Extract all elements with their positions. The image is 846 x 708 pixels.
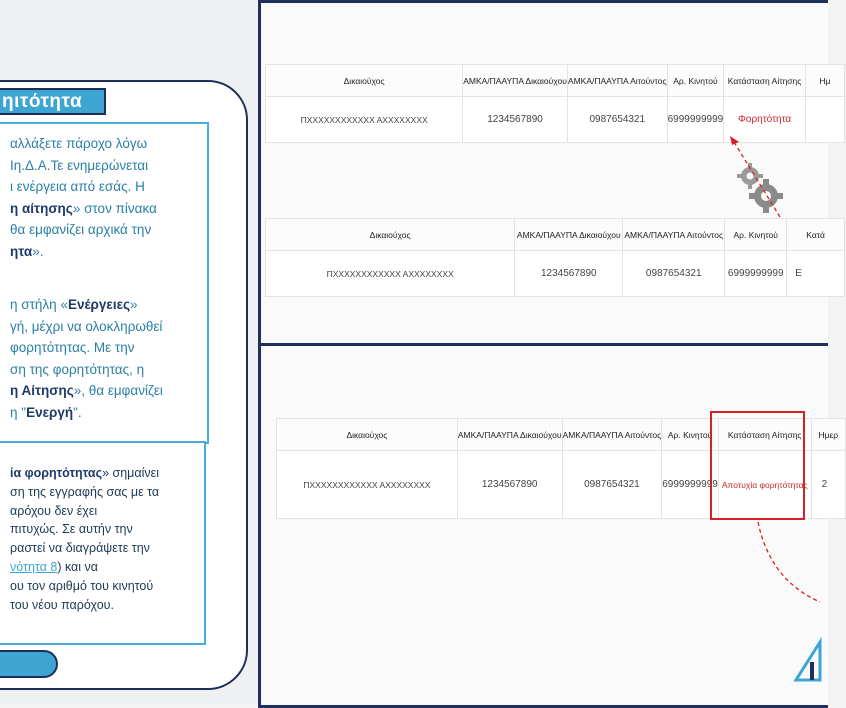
table-cell: ΠΧΧΧΧΧΧΧΧΧΧΧΧ ΑΧΧΧΧΧΧΧΧ	[266, 97, 463, 143]
table-cell: 1234567890	[457, 451, 562, 519]
column-header: ΑΜΚΑ/ΠΑΑΥΠΑ Δικαιούχου	[515, 219, 623, 251]
column-header: Αρ. Κινητού	[725, 219, 787, 251]
text-line: η Αίτησης», θα εμφανίζει	[10, 383, 163, 398]
column-header: ΑΜΚΑ/ΠΑΑΥΠΑ Δικαιούχου	[463, 65, 568, 97]
column-header: Κατάσταση Αίτησης	[718, 419, 811, 451]
failure-arrow	[750, 520, 820, 610]
table-row	[266, 251, 845, 297]
text-line: θα εμφανίζει αρχικά την	[10, 222, 152, 237]
highlight-box	[710, 411, 805, 520]
text-line: φορητότητας. Με την	[10, 340, 135, 355]
note-text	[10, 464, 159, 614]
status-cell: Αποτυχία φορητότητας	[718, 451, 811, 519]
table-cell: 1234567890	[463, 97, 568, 143]
text-line: Ιη.Δ.Α.Τε ενημερώνεται	[10, 157, 149, 173]
text-line: ση της φορητότητας, η	[10, 361, 145, 377]
text-line: η αίτησης» στον πίνακα	[10, 200, 157, 216]
section-title: ηιτότητα	[0, 88, 106, 115]
text-line: ητα».	[10, 243, 44, 259]
column-header: Κατά	[787, 219, 845, 251]
table-cell: 0987654321	[567, 97, 667, 143]
text-line: ση της εγγραφής σας με τα	[10, 484, 160, 499]
text-line: αρόχου δεν έχει	[10, 503, 98, 518]
logo-icon	[796, 640, 820, 686]
column-header: ΑΜΚΑ/ΠΑΑΥΠΑ Αιτούντος	[562, 419, 662, 451]
column-header: Δικαιούχος	[277, 419, 458, 451]
column-header: Αρ. Κινητού	[667, 65, 724, 97]
column-header: Ημ	[805, 65, 844, 97]
text-line: γή, μέχρι να ολοκληρωθεί	[10, 318, 163, 334]
table-cell: 1234567890	[515, 251, 623, 297]
column-header: Δικαιούχος	[266, 219, 515, 251]
text-line: του νέου παρόχου.	[10, 597, 114, 612]
table-cell: 6999999999	[725, 251, 787, 297]
text-line: η "Ενεργή".	[10, 404, 82, 420]
status-cell: Φορητότητα	[724, 97, 806, 143]
column-header: Κατάσταση Αίτησης	[724, 65, 806, 97]
nav-pill-button[interactable]	[0, 650, 58, 678]
table-cell: 0987654321	[623, 251, 725, 297]
column-header: ΑΜΚΑ/ΠΑΑΥΠΑ Αιτούντος	[567, 65, 667, 97]
column-header: Αρ. Κινητού	[662, 419, 719, 451]
column-header: ΑΜΚΑ/ΠΑΑΥΠΑ Αιτούντος	[623, 219, 725, 251]
applications-table-active	[265, 218, 845, 297]
table-cell: 0987654321	[562, 451, 662, 519]
column-header: Ημερ	[811, 419, 845, 451]
text-line: νότητα 8) και να	[10, 559, 99, 574]
paragraph-2	[10, 294, 163, 423]
text-line: ι ενέργεια από εσάς. Η	[10, 179, 145, 194]
bottom-screenshot-frame	[258, 343, 828, 708]
table-cell: ΠΧΧΧΧΧΧΧΧΧΧΧΧ ΑΧΧΧΧΧΧΧΧ	[277, 451, 458, 519]
table-cell: 6999999999	[662, 451, 719, 519]
section-link[interactable]: νότητα 8	[10, 559, 58, 574]
text-line: αλλάξετε πάροχο λόγω	[10, 136, 148, 151]
table-cell: ΠΧΧΧΧΧΧΧΧΧΧΧΧ ΑΧΧΧΧΧΧΧΧ	[266, 251, 515, 297]
text-line: η στήλη «Ενέργειες»	[10, 297, 138, 312]
text-line: ου τον αριθμό του κινητού	[10, 578, 154, 593]
status-cell: Ε	[787, 251, 845, 297]
table-cell: 2	[811, 451, 845, 519]
table-cell: 6999999999	[667, 97, 724, 143]
text-line: ία φορητότητας» σημαίνει	[10, 466, 159, 480]
column-header: Δικαιούχος	[266, 65, 463, 97]
paragraph-1	[10, 133, 157, 262]
text-line: ραστεί να διαγράψετε την	[10, 541, 150, 556]
column-header: ΑΜΚΑ/ΠΑΑΥΠΑ Δικαιούχου	[457, 419, 562, 451]
text-line: πιτυχώς. Σε αυτήν την	[10, 522, 133, 537]
